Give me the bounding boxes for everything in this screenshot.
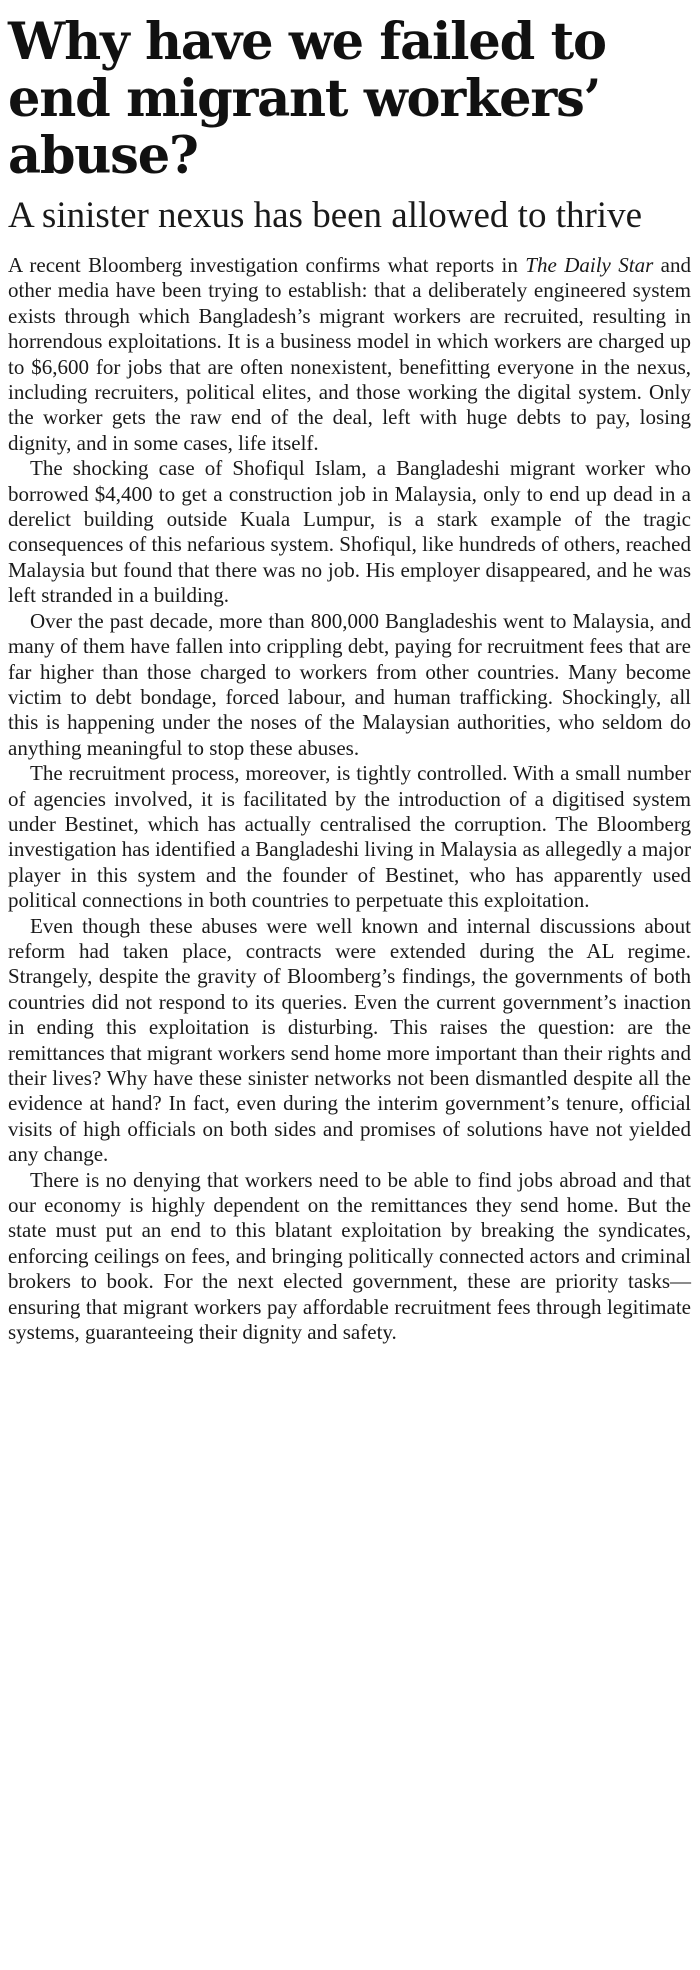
paragraph-6: There is no denying that workers need to be able to find jobs abroad and that our economy is highly dependent on the remittances they send home. But the state must put an end to this blatant exploitation by breaking the syndicates, enforcing ceilings on fees, and bringing politically connected actors and criminal brokers to book. For the next elected government, these are priority tasks—ensuring that migrant workers pay affordable recruitment fees through legitimate systems, guaranteeing their dignity and safety. <box>8 1167 691 1345</box>
paragraph-4: The recruitment process, moreover, is tightly controlled. With a small number of agencies involved, it is facilitated by the introduction of a digitised system under Bestinet, which has actually centralised the corruption. The Bloomberg investigation has identified a Bangladeshi living in Malaysia as allegedly a major player in this system and the founder of Bestinet, who has apparently used political connections in both countries to perpetuate this exploitation. <box>8 761 691 913</box>
subheadline: A sinister nexus has been allowed to thrive <box>8 195 643 236</box>
paragraph-3: Over the past decade, more than 800,000 Bangladeshis went to Malaysia, and many of them have fallen into crippling debt, paying for recruitment fees that are far higher than those charged to workers from other countries. Many become victim to debt bondage, forced labour, and human trafficking. Shockingly, all this is happening under the noses of the Malaysian authorities, who seldom do anything meaningful to stop these abuses. <box>8 608 691 760</box>
editorial-article <box>8 14 691 1345</box>
paragraph-1 <box>8 253 691 456</box>
publication-name: The Daily Star <box>525 253 654 277</box>
article-body <box>8 253 691 1345</box>
paragraph-1-lead: A recent Bloomberg investigation confirms what reports in <box>8 253 526 277</box>
paragraph-2: The shocking case of Shofiqul Islam, a Bangladeshi migrant worker who borrowed $4,400 to get a construction job in Malaysia, only to end up dead in a derelict building outside Kuala Lumpur, is a stark example of the tragic consequences of this nefarious system. Shofiqul, like hundreds of others, reached Malaysia but found that there was no job. His employer disappeared, and he was left stranded in a building. <box>8 456 691 608</box>
headline: Why have we failed to end migrant workers’ abuse? <box>8 12 606 186</box>
paragraph-5: Even though these abuses were well known and internal discussions about reform had taken place, contracts were extended during the AL regime. Strangely, despite the gravity of Bloomberg’s findings, the governments of both countries did not respond to its queries. Even the current government’s inaction in ending this exploitation is disturbing. This raises the question: are the remittances that migrant workers send home more important than their rights and their lives? Why have these sinister networks not been dismantled despite all the evidence at hand? In fact, even during the interim government’s tenure, official visits of high officials on both sides and promises of solutions have not yielded any change. <box>8 913 691 1167</box>
paragraph-1-rest: and other media have been trying to establish: that a deliberately engineered system exists through which Bangladesh’s migrant workers are recruited, resulting in horrendous exploitations. It is a business model in which workers are charged up to $6,600 for jobs that are often nonexistent, benefitting everyone in the nexus, including recruiters, political elites, and those working the digital system. Only the worker gets the raw end of the deal, left with huge debts to pay, losing dignity, and in some cases, life itself. <box>8 253 691 455</box>
